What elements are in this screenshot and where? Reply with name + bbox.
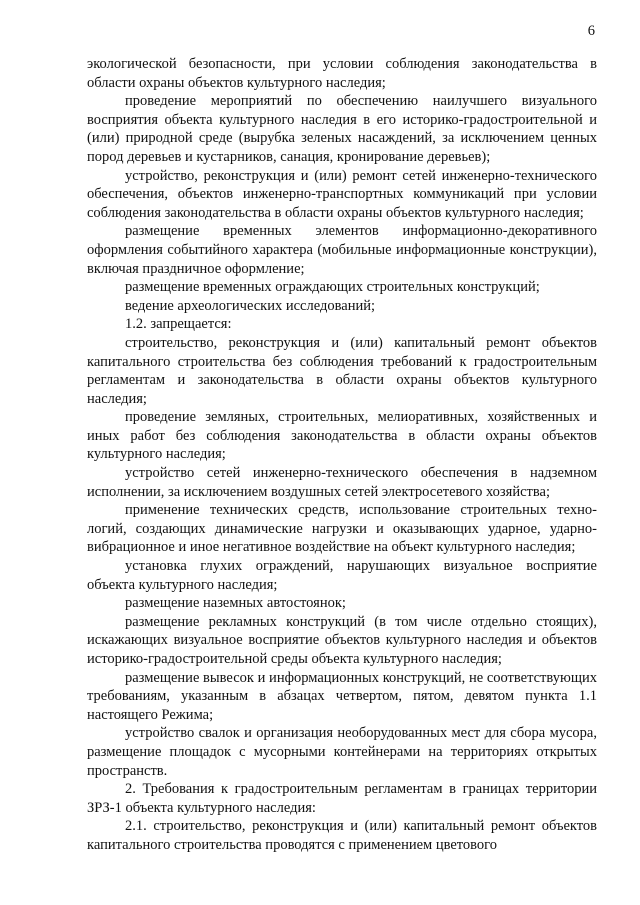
section-heading: 1.2. запрещается: bbox=[125, 316, 232, 333]
document-body bbox=[87, 55, 597, 855]
paragraph: ведение археологических исследований; bbox=[125, 297, 376, 314]
page-number: 6 bbox=[587, 23, 595, 39]
paragraph: экологической безопасности, при условии соблюдения законодательства в области охраны объектов культурного наследия; bbox=[87, 56, 597, 91]
paragraph: размещение временных ограждающих строительных конструкций; bbox=[125, 279, 540, 296]
paragraph: устройство, реконструкция и (или) ремонт сетей инженерно-технического обеспечения, объектов инженерно-транспортных коммуникаций при условии соблюдения законодательства в области охраны объектов культурного наследия; bbox=[87, 167, 597, 221]
paragraph: проведение мероприятий по обеспечению наилучшего визуального восприятия объекта культурного наследия в его историко-градостроительной и (или) природной среде (вырубка зеленых насаждений, за исключением ценных пород деревьев и кустарников, санация, кронирование деревьев); bbox=[87, 93, 597, 165]
paragraph: устройство сетей инженерно-технического обеспечения в надземном исполнении, за исключением воздушных сетей электросетевого хозяйства; bbox=[87, 465, 597, 500]
paragraph: размещение рекламных конструкций (в том числе отдельно стоящих), искажающих визуальное восприятие объектов культурного наследия и объектов историко-градостроительной среды объекта культурного наследия; bbox=[87, 613, 597, 667]
paragraph: устройство свалок и организация необорудованных мест для сбора мусора, размещение площадок с мусорными контейнерами на территориях открытых пространств. bbox=[87, 725, 597, 779]
paragraph: проведение земляных, строительных, мелиоративных, хозяйственных и иных работ без соблюдения законодательства в области охраны объектов культурного наследия; bbox=[87, 409, 597, 463]
section-heading: 2. Требования к градостроительным регламентам в границах территории ЗРЗ-1 объекта культурного наследия: bbox=[87, 781, 597, 816]
paragraph: размещение вывесок и информационных конструкций, не соответствующих требованиям, указанным в абзацах четвертом, пятом, девятом пункта 1.1 настоящего Режима; bbox=[87, 669, 597, 723]
paragraph: 2.1. строительство, реконструкция и (или) капитальный ремонт объектов капитального строительства проводятся с применением цветового bbox=[87, 818, 597, 853]
paragraph: размещение наземных автостоянок; bbox=[125, 595, 346, 612]
paragraph: размещение временных элементов информационно-декоративного оформления событийного характера (мобильные информационные конструкции), включая праздничное оформление; bbox=[87, 223, 597, 277]
paragraph: применение технических средств, использование строительных технологий, создающих динамические нагрузки и оказывающих ударное, ударно-вибрационное и иное негативное воздействие на объект культурного наследия; bbox=[87, 502, 597, 556]
paragraph: строительство, реконструкция и (или) капитальный ремонт объектов капитального строительства без соблюдения требований к градостроительным регламентам и законодательства в области охраны объектов культурного наследия; bbox=[87, 334, 597, 407]
paragraph: установка глухих ограждений, нарушающих визуальное восприятие объекта культурного наследия; bbox=[87, 558, 597, 593]
